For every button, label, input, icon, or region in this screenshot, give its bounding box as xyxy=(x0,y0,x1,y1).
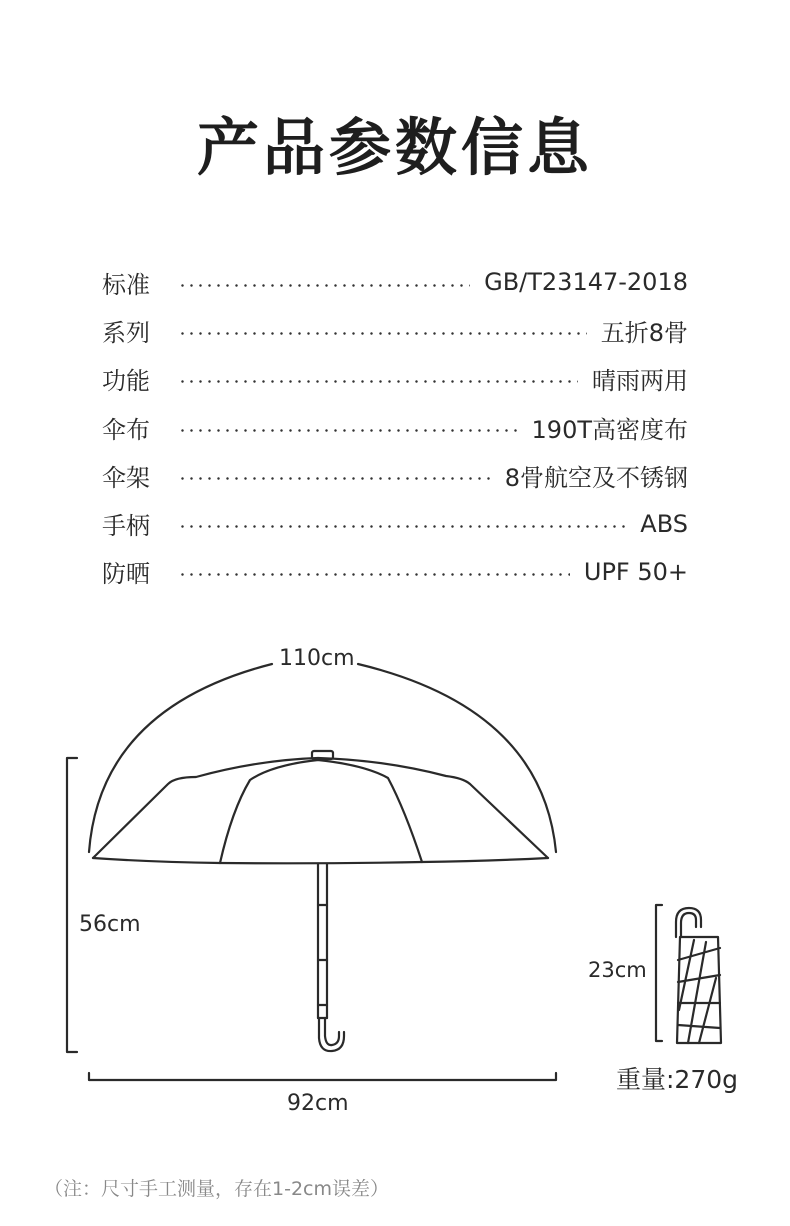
arc-dimension-line xyxy=(89,664,272,852)
spec-label: 手柄 xyxy=(102,512,150,541)
measurement-note: （注：尺寸手工测量，存在1-2cm误差） xyxy=(44,1178,389,1200)
umbrella-shaft xyxy=(318,864,327,1018)
folded-length-bracket xyxy=(656,905,662,1041)
arc-width-label: 110cm xyxy=(279,646,355,671)
spec-label: 功能 xyxy=(102,367,150,396)
weight-label: 重量:270g xyxy=(616,1065,739,1094)
page-title: 产品参数信息 xyxy=(196,111,593,184)
spec-value: 190T高密度布 xyxy=(531,415,688,444)
spec-label: 标准 xyxy=(102,270,150,299)
spec-label: 伞架 xyxy=(102,463,150,492)
spec-value: GB/T23147-2018 xyxy=(484,268,688,297)
spec-value: 晴雨两用 xyxy=(592,367,688,396)
spec-label: 系列 xyxy=(102,318,150,347)
umbrella-handle xyxy=(319,1018,344,1051)
open-width-label: 92cm xyxy=(287,1091,349,1116)
open-height-label: 56cm xyxy=(79,912,141,937)
spec-value: 8骨航空及不锈钢 xyxy=(504,463,688,492)
folded-umbrella-hook-inner xyxy=(681,913,696,937)
umbrella-canopy-hem xyxy=(93,858,548,863)
folded-umbrella-pattern xyxy=(678,940,720,1043)
spec-label: 防晒 xyxy=(102,560,150,589)
spec-value: ABS xyxy=(640,509,688,538)
spec-label: 伞布 xyxy=(102,415,150,444)
umbrella-shaft-joints xyxy=(318,905,327,1018)
height-dimension-bracket xyxy=(67,758,77,1052)
spec-value: UPF 50+ xyxy=(583,557,688,586)
width-dimension-bracket xyxy=(89,1073,556,1080)
folded-length-label: 23cm xyxy=(588,958,647,982)
arc-dimension-line xyxy=(358,664,556,852)
spec-value: 五折8骨 xyxy=(600,318,688,347)
umbrella-panel-seam xyxy=(220,760,422,863)
umbrella-canopy-outline xyxy=(93,758,548,858)
